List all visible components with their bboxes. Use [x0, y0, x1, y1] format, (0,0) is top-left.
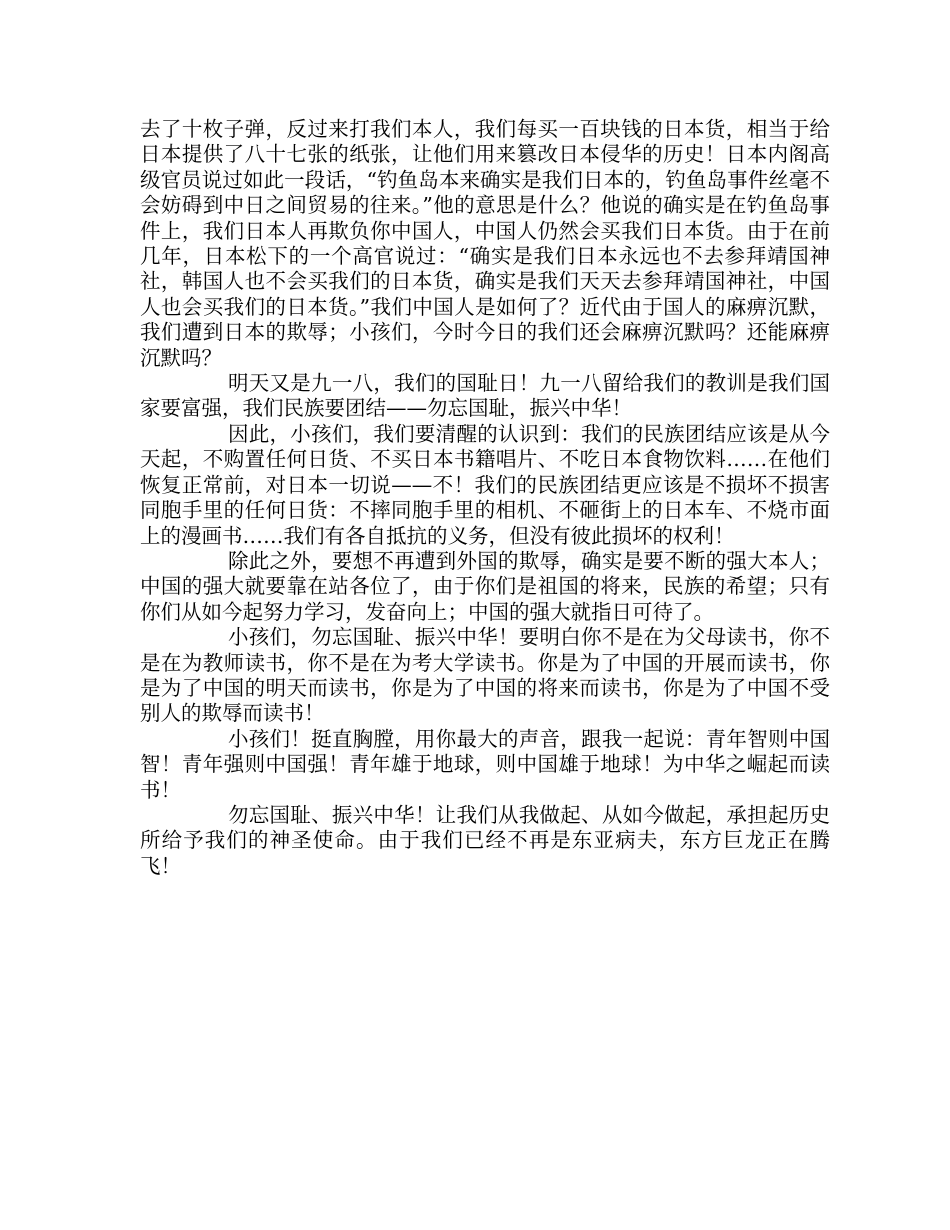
- paragraph-4: 除此之外，要想不再遭到外国的欺辱，确实是要不断的强大本人；中国的强大就要靠在站各位了，由于你们是祖国的将来，民族的希望；只有你们从如今起努力学习，发奋向上；中国的强大就指日可待了。: [140, 548, 830, 624]
- paragraph-1: 去了十枚子弹，反过来打我们本人，我们每买一百块钱的日本货，相当于给日本提供了八十七张的纸张，让他们用来篡改日本侵华的历史！日本内阁高级官员说过如此一段话，“钓鱼岛本来确实是我们日本的，钓鱼岛事件丝毫不会妨碍到中日之间贸易的往来。”他的意思是什么？他说的确实是在钓鱼岛事件上，我们日本人再欺负你中国人，中国人仍然会买我们日本货。由于在前几年，日本松下的一个高官说过：“确实是我们日本永远也不去参拜靖国神社，韩国人也不会买我们的日本货，确实是我们天天去参拜靖国神社，中国人也会买我们的日本货。”我们中国人是如何了？近代由于国人的麻痹沉默，我们遭到日本的欺辱；小孩们，今时今日的我们还会麻痹沉默吗？还能麻痹沉默吗？: [140, 117, 830, 370]
- paragraph-6: 小孩们！挺直胸膛，用你最大的声音，跟我一起说：青年智则中国智！青年强则中国强！青年雄于地球，则中国雄于地球！为中华之崛起而读书！: [140, 726, 830, 802]
- paragraph-5: 小孩们，勿忘国耻、振兴中华！要明白你不是在为父母读书，你不是在为教师读书，你不是在为考大学读书。你是为了中国的开展而读书，你是为了中国的明天而读书，你是为了中国的将来而读书，你是为了中国不受别人的欺辱而读书！: [140, 625, 830, 726]
- document-body: [140, 117, 830, 879]
- paragraph-7: 勿忘国耻、振兴中华！让我们从我做起、从如今做起，承担起历史所给予我们的神圣使命。由于我们已经不再是东亚病夫，东方巨龙正在腾飞！: [140, 802, 830, 878]
- paragraph-3: 因此，小孩们，我们要清醒的认识到：我们的民族团结应该是从今天起，不购置任何日货、不买日本书籍唱片、不吃日本食物饮料……在他们恢复正常前，对日本一切说——不！我们的民族团结更应该是不损坏不损害同胞手里的任何日货：不摔同胞手里的相机、不砸街上的日本车、不烧市面上的漫画书……我们有各自抵抗的义务，但没有彼此损坏的权利！: [140, 421, 830, 548]
- paragraph-2: 明天又是九一八，我们的国耻日！九一八留给我们的教训是我们国家要富强，我们民族要团结——勿忘国耻，振兴中华！: [140, 371, 830, 421]
